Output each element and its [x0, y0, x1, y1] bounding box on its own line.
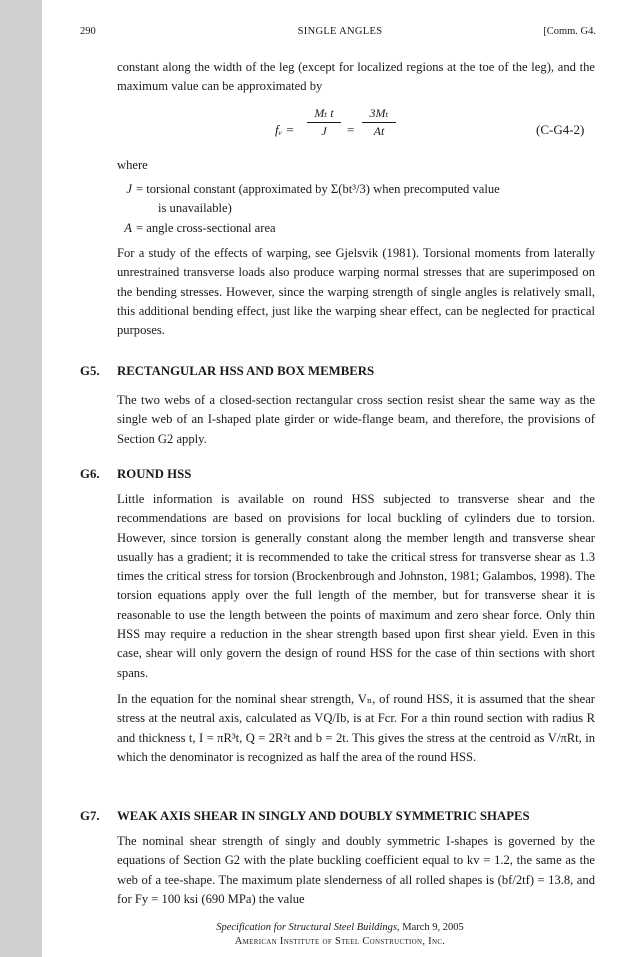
equation-equals: =	[347, 122, 355, 137]
intro-paragraph: constant along the width of the leg (except for localized regions at the toe of the leg), and the maximum value can be approximated by	[117, 60, 595, 94]
equation-fraction-1	[307, 106, 341, 139]
footer-date: March 9, 2005	[399, 922, 464, 933]
g5-paragraph: The two webs of a closed-section rectangular cross section resist shear the same way as the single web of an I-shaped plate girder or wide-flange beam, and therefore, the provisions of Section G2 apply.	[117, 393, 595, 446]
footer-spec-line	[42, 921, 638, 935]
definition-text: is unavailable)	[158, 201, 232, 216]
section-heading-g5	[80, 364, 374, 379]
running-title: SINGLE ANGLES	[297, 26, 383, 37]
warping-paragraph: For a study of the effects of warping, see Gjelsvik (1981). Torsional moments from laterally unrestrained transverse loads also produce warping normal stresses that are superimposed on the bending stresses. However, since the warping strength of single angles is relatively small, this additional bending effect, just like the warping shear effect, can be neglected for practical purposes.	[117, 246, 595, 338]
definition-item	[117, 199, 595, 218]
definitions-list	[117, 180, 595, 238]
page-margin-strip	[0, 0, 42, 957]
section-reference: [Comm. G4.	[543, 26, 596, 37]
equation-fraction-2	[362, 106, 396, 139]
section-number: G7.	[80, 809, 100, 823]
equation-label: (C-G4-2)	[536, 122, 585, 137]
fraction-1-bar	[307, 122, 341, 123]
g6-paragraph-1: Little information is available on round HSS subjected to transverse shear and the recommendations are based on provisions for local buckling of cylinders due to torsion. However, since torsion is generally constant along the member length and transverse shear usually has a gradient; it is recommended to take the critical stress for transverse shear as 1.3 times the critical stress for torsion (Brockenbrough and Johnston, 1981; Galambos, 1998). The torsion equations apply over the full length of the member, but for transverse shear it is reasonable to use the length between the points of maximum and zero shear force. Only thin HSS may require a reduction in the shear strength based upon first shear yield. Even in this case, shear will only govern the design of round HSS for the case of thin sections with short spans.	[117, 492, 595, 680]
definition-item	[117, 180, 595, 199]
definition-symbol	[117, 199, 132, 218]
page-number: 290	[80, 26, 96, 37]
fraction-2-denominator: At	[373, 124, 385, 138]
fraction-2-numerator: 3Mₜ	[369, 106, 389, 120]
definition-text: = torsional constant (approximated by Σ(bt³/3) when precomputed value	[136, 182, 500, 196]
equation-lhs: fᵥ =	[275, 122, 295, 137]
section-heading-g6	[80, 467, 191, 482]
g6-paragraph-2: In the equation for the nominal shear strength, Vₙ, of round HSS, it is assumed that the shear stress at the neutral axis, calculated as VQ/Ib, is at Fcr. For a thin round section with radius R and thickness t, I = πR³t, Q = 2R²t and b = 2t. This gives the stress at the centroid as V/πRt, in which the denominator is recognized as half the area of the round HSS.	[117, 692, 595, 764]
section-number: G5.	[80, 364, 100, 378]
section-number: G6.	[80, 467, 100, 481]
fraction-1-denominator: J	[321, 124, 327, 138]
definition-text: = angle cross-sectional area	[136, 220, 276, 235]
page-footer	[42, 921, 638, 949]
fraction-2-bar	[362, 122, 396, 123]
section-title: WEAK AXIS SHEAR IN SINGLY AND DOUBLY SYMMETRIC SHAPES	[117, 809, 530, 823]
definition-symbol: A	[124, 220, 132, 235]
definition-symbol: J	[126, 182, 132, 196]
where-label: where	[117, 158, 148, 172]
document-page	[42, 0, 638, 957]
fraction-1-numerator: Mₜ t	[314, 106, 334, 120]
section-title: RECTANGULAR HSS AND BOX MEMBERS	[117, 364, 375, 378]
footer-publisher: American Institute of Steel Construction, Inc.	[234, 936, 446, 947]
footer-spec-title: Specification for Structural Steel Buildings,	[216, 922, 400, 933]
section-title: ROUND HSS	[117, 467, 192, 481]
definition-item	[117, 219, 595, 238]
section-heading-g7	[80, 809, 530, 824]
g7-paragraph: The nominal shear strength of singly and doubly symmetric I-shapes is governed by the equations of Section G2 with the plate buckling coefficient equal to kv = 1.2, the same as the web of a tee-shape. The maximum plate slenderness of all rolled shapes is (bf/2tf) = 13.8, and for Fy = 100 ksi (690 MPa) the value	[117, 834, 595, 906]
